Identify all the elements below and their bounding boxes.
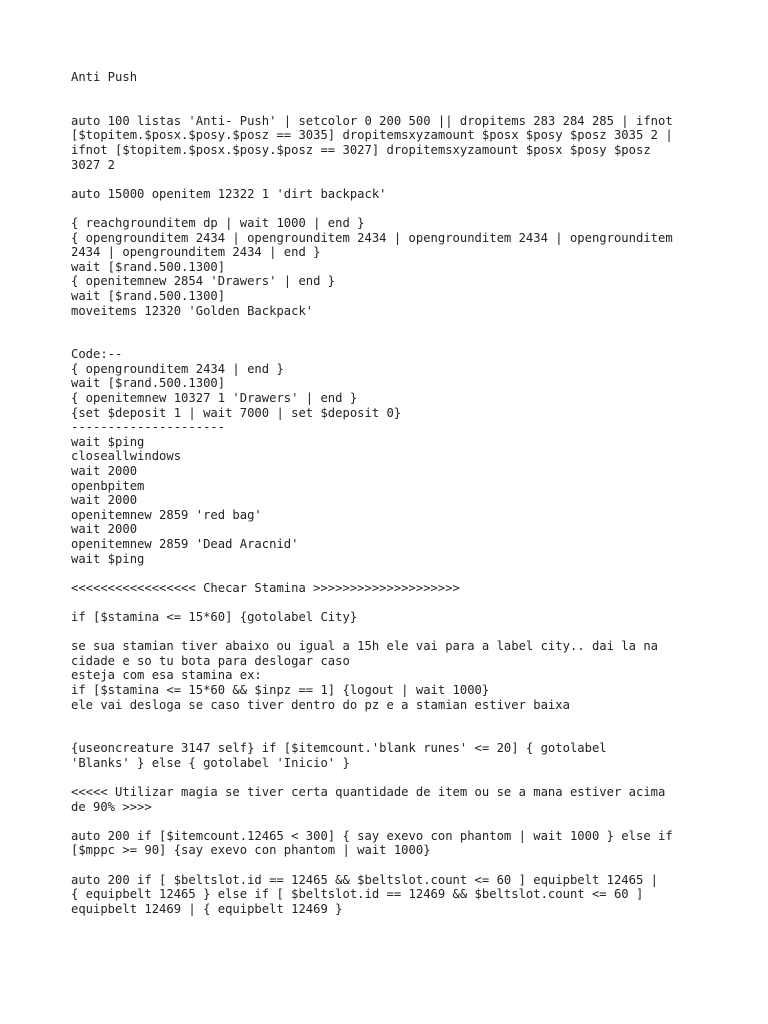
spacer xyxy=(71,318,721,333)
code-line: wait 2000 xyxy=(71,522,138,537)
code-line: wait [$rand.500.1300] xyxy=(71,259,226,274)
spacer xyxy=(71,566,721,581)
code-line: { opengrounditem 2434 | end } xyxy=(71,361,284,376)
code-line: openitemnew 2859 'red bag' xyxy=(71,507,262,522)
code-line: 2434 | opengrounditem 2434 | end } xyxy=(71,245,321,260)
code-line: { equipbelt 12465 } else if [ $beltslot.id == 12469 && $beltslot.count <= 60 ] xyxy=(71,887,644,902)
code-line: {useoncreature 3147 self} if [$itemcount.'blank runes' <= 20] { gotolabel xyxy=(71,741,607,756)
code-line: closeallwindows xyxy=(71,449,182,464)
code-line: auto 15000 openitem 12322 1 'dirt backpack' xyxy=(71,186,387,201)
code-line: 'Blanks' } else { gotolabel 'Inicio' } xyxy=(71,755,350,770)
code-line: wait $ping xyxy=(71,434,145,449)
code-line: wait $ping xyxy=(71,551,145,566)
code-line: Code:-- xyxy=(71,347,123,362)
code-line: { reachgrounditem dp | wait 1000 | end } xyxy=(71,215,365,230)
code-line: if [$stamina <= 15*60 && $inpz == 1] {logout | wait 1000} xyxy=(71,682,490,697)
code-block xyxy=(71,610,721,625)
document-title: Anti Push xyxy=(71,70,138,84)
code-block xyxy=(71,347,721,566)
code-line: equipbelt 12469 | { equipbelt 12469 } xyxy=(71,901,343,916)
code-line: cidade e so tu bota para deslogar caso xyxy=(71,653,350,668)
code-line: moveitems 12320 'Golden Backpack' xyxy=(71,303,314,318)
code-line: esteja com esa stamina ex: xyxy=(71,668,262,683)
spacer xyxy=(71,595,721,610)
code-line: auto 200 if [ $beltslot.id == 12465 && $beltslot.count <= 60 ] equipbelt 12465 | xyxy=(71,872,658,887)
code-line: openbpitem xyxy=(71,478,145,493)
code-block xyxy=(71,187,721,202)
code-line: <<<<<<<<<<<<<<<<< Checar Stamina >>>>>>>>>>>>>>>>>>>> xyxy=(71,580,460,595)
code-line: {set $deposit 1 | wait 7000 | set $deposit 0} xyxy=(71,405,402,420)
code-line: auto 100 listas 'Anti- Push' | setcolor 0 200 500 || dropitems 283 284 285 | ifnot xyxy=(71,113,673,128)
code-line: ele vai desloga se caso tiver dentro do pz e a stamian estiver baixa xyxy=(71,697,570,712)
code-line: wait 2000 xyxy=(71,493,138,508)
spacer xyxy=(71,771,721,786)
code-block xyxy=(71,785,721,814)
document-body xyxy=(71,114,721,917)
code-line: <<<<< Utilizar magia se tiver certa quantidade de item ou se a mana estiver acima xyxy=(71,785,666,800)
code-block xyxy=(71,873,721,917)
code-line: if [$stamina <= 15*60] {gotolabel City} xyxy=(71,609,358,624)
code-block xyxy=(71,216,721,318)
spacer xyxy=(71,712,721,727)
code-line: [$mppc >= 90] {say exevo con phantom | wait 1000} xyxy=(71,843,431,858)
code-block xyxy=(71,639,721,712)
spacer xyxy=(71,333,721,348)
code-line: wait [$rand.500.1300] xyxy=(71,288,226,303)
code-line: { openitemnew 2854 'Drawers' | end } xyxy=(71,274,336,289)
code-line: --------------------- xyxy=(71,420,226,435)
code-line: openitemnew 2859 'Dead Aracnid' xyxy=(71,537,299,551)
spacer xyxy=(71,201,721,216)
code-line: de 90% >>>> xyxy=(71,799,152,814)
code-block xyxy=(71,829,721,858)
code-line: 3027 2 xyxy=(71,157,116,172)
code-block xyxy=(71,581,721,596)
code-block xyxy=(71,741,721,770)
code-line: auto 200 if [$itemcount.12465 < 300] { say exevo con phantom | wait 1000 } else if xyxy=(71,828,673,843)
document-page xyxy=(71,70,721,916)
spacer xyxy=(71,814,721,829)
code-line: wait 2000 xyxy=(71,464,138,479)
spacer xyxy=(71,172,721,187)
code-line: se sua stamian tiver abaixo ou igual a 15h ele vai para a label city.. dai la na xyxy=(71,639,658,654)
code-line: { openitemnew 10327 1 'Drawers' | end } xyxy=(71,391,358,406)
code-line: ifnot [$topitem.$posx.$posy.$posz == 3027] dropitemsxyzamount $posx $posy $posz xyxy=(71,142,651,157)
spacer xyxy=(71,727,721,742)
code-line: { opengrounditem 2434 | opengrounditem 2434 | opengrounditem 2434 | opengrounditem xyxy=(71,230,673,245)
spacer xyxy=(71,625,721,640)
spacer xyxy=(71,858,721,873)
code-line: [$topitem.$posx.$posy.$posz == 3035] dropitemsxyzamount $posx $posy $posz 3035 2 | xyxy=(71,128,673,143)
code-block xyxy=(71,114,721,172)
code-line: wait [$rand.500.1300] xyxy=(71,376,226,391)
spacer xyxy=(71,85,721,114)
